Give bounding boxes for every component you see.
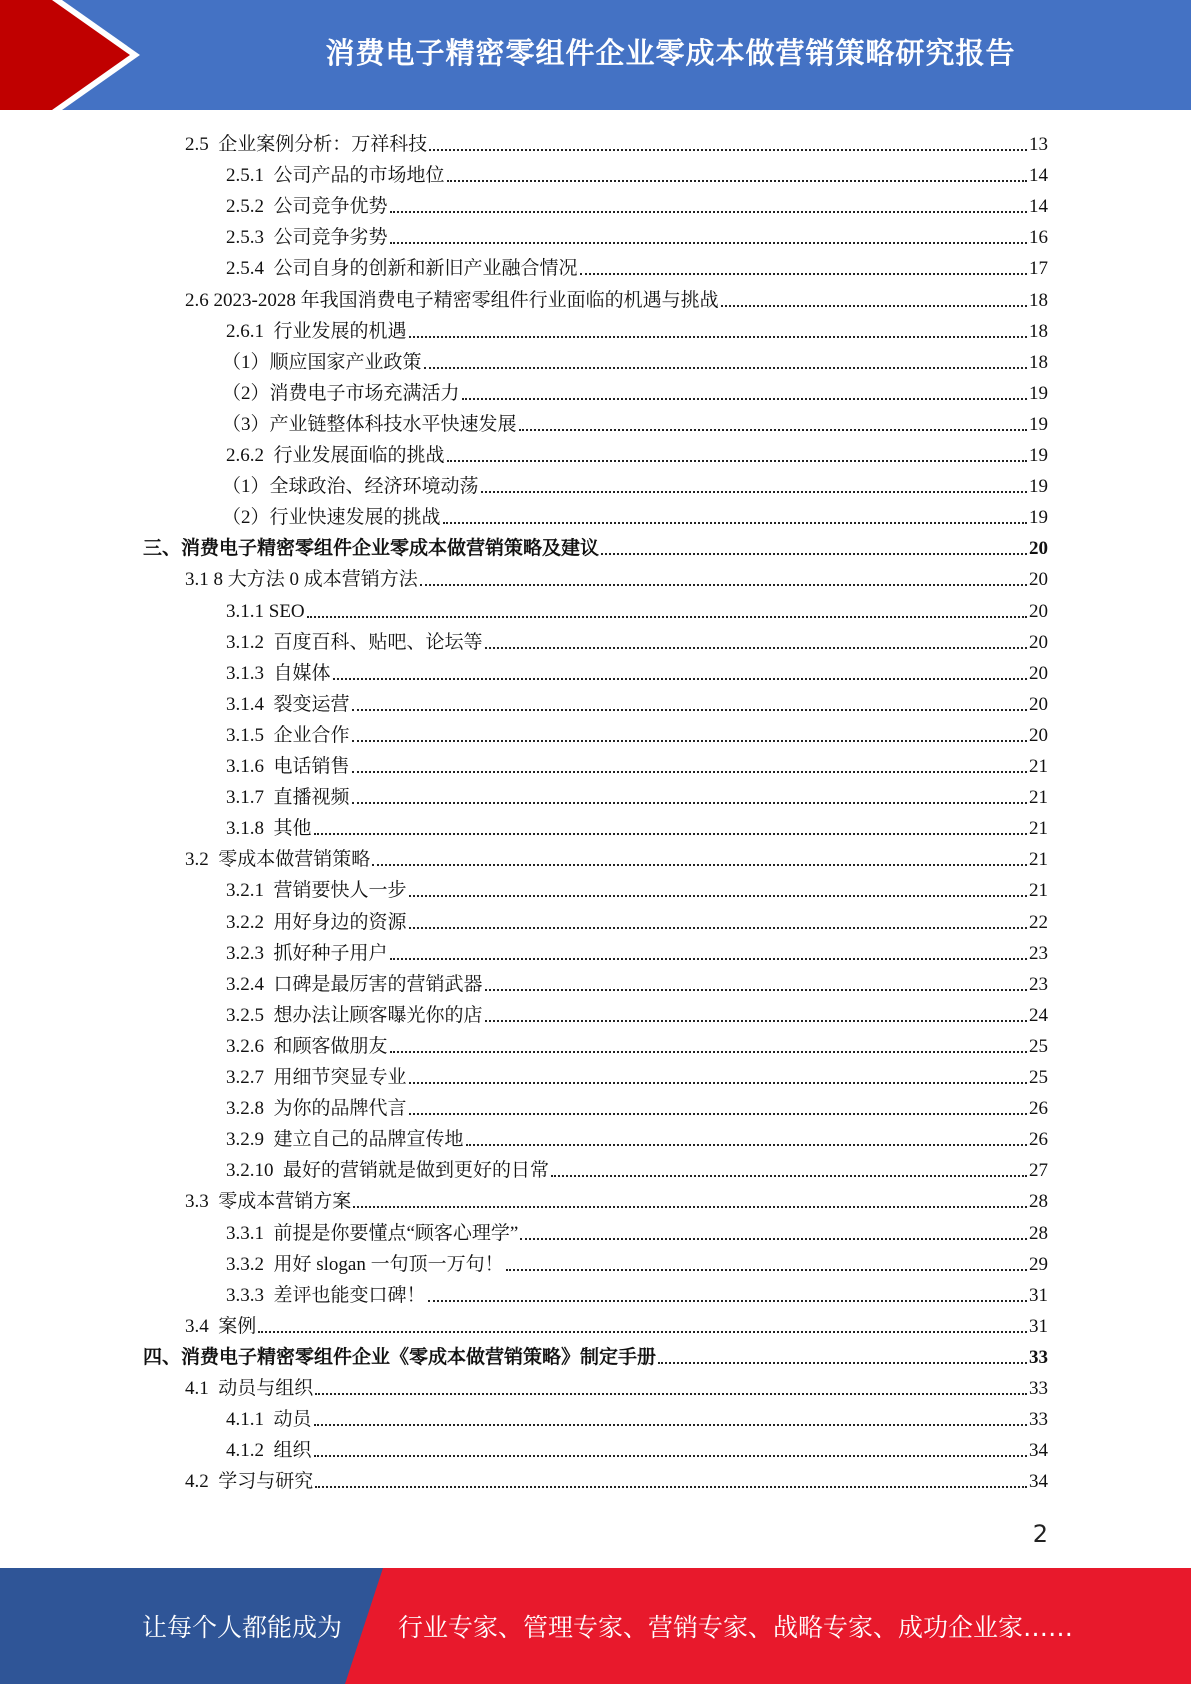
toc-entry-page: 19 bbox=[1029, 507, 1048, 529]
toc-leader-dots bbox=[314, 832, 1027, 835]
toc-entry[interactable] bbox=[222, 468, 1048, 499]
toc-leader-dots bbox=[506, 1268, 1027, 1271]
chevron-decoration-icon bbox=[0, 0, 160, 110]
toc-entry-label: 2.6.1 行业发展的机遇 bbox=[226, 320, 407, 342]
toc-leader-dots bbox=[390, 957, 1027, 960]
toc-leader-dots bbox=[409, 1081, 1027, 1084]
toc-entry-label: 4.2 学习与研究 bbox=[185, 1471, 314, 1493]
toc-entry-page: 25 bbox=[1029, 1035, 1048, 1057]
toc-entry-label: 3.1.7 直播视频 bbox=[226, 787, 350, 809]
toc-entry-page: 33 bbox=[1029, 1378, 1048, 1399]
toc-leader-dots bbox=[443, 521, 1027, 524]
toc-entry-label: 3.1.2 百度百科、贴吧、论坛等 bbox=[226, 631, 483, 653]
toc-entry-label: （2）消费电子市场充满活力 bbox=[222, 382, 460, 404]
toc-entry-label: 4.1 动员与组织 bbox=[185, 1378, 314, 1399]
toc-entry[interactable] bbox=[185, 1183, 1048, 1214]
toc-entry-label: 3.2 零成本做营销策略 bbox=[185, 849, 371, 871]
toc-entry[interactable] bbox=[226, 655, 1048, 686]
toc-entry[interactable] bbox=[226, 966, 1048, 997]
toc-leader-dots bbox=[429, 148, 1027, 151]
toc-entry-page: 18 bbox=[1029, 289, 1048, 311]
toc-entry-label: 2.5.3 公司竞争劣势 bbox=[226, 227, 388, 249]
toc-entry-label: 3.3 零成本营销方案 bbox=[185, 1191, 352, 1213]
toc-entry-label: 2.6 2023-2028 年我国消费电子精密零组件行业面临的机遇与挑战 bbox=[185, 289, 719, 311]
toc-entry-label: 3.3.2 用好 slogan 一句顶一万句！ bbox=[226, 1253, 504, 1275]
toc-leader-dots bbox=[352, 801, 1027, 804]
toc-entry-page: 29 bbox=[1029, 1253, 1048, 1275]
toc-entry-label: 3.2.8 为你的品牌代言 bbox=[226, 1098, 407, 1120]
toc-leader-dots bbox=[519, 428, 1027, 431]
page-footer bbox=[0, 1568, 1191, 1684]
toc-entry-label: （1）顺应国家产业政策 bbox=[222, 351, 422, 373]
toc-entry[interactable] bbox=[185, 282, 1048, 313]
toc-entry[interactable] bbox=[226, 717, 1048, 748]
toc-leader-dots bbox=[485, 988, 1027, 991]
toc-entry-label: 3.4 案例 bbox=[185, 1315, 257, 1337]
toc-leader-dots bbox=[315, 1485, 1027, 1488]
toc-entry-label: 三、消费电子精密零组件企业零成本做营销策略及建议 bbox=[143, 538, 600, 560]
toc-entry-page: 21 bbox=[1029, 787, 1048, 809]
toc-entry-page: 31 bbox=[1029, 1284, 1048, 1306]
toc-leader-dots bbox=[352, 739, 1027, 742]
toc-leader-dots bbox=[372, 863, 1027, 866]
toc-entry-page: 13 bbox=[1029, 134, 1048, 155]
toc-entry[interactable] bbox=[185, 1308, 1048, 1339]
toc-leader-dots bbox=[409, 335, 1027, 338]
toc-entry[interactable] bbox=[226, 313, 1048, 344]
toc-entry-page: 19 bbox=[1029, 476, 1048, 498]
toc-entry-label: 3.1.1 SEO bbox=[226, 600, 305, 622]
toc-leader-dots bbox=[485, 646, 1027, 649]
toc-entry-label: 2.5 企业案例分析：万祥科技 bbox=[185, 134, 428, 155]
toc-entry[interactable] bbox=[226, 904, 1048, 935]
toc-entry-page: 26 bbox=[1029, 1098, 1048, 1120]
toc-entry[interactable] bbox=[226, 1401, 1048, 1432]
page-number: 2 bbox=[1032, 1520, 1048, 1548]
toc-leader-dots bbox=[314, 1454, 1027, 1457]
toc-entry-page: 19 bbox=[1029, 413, 1048, 435]
toc-entry[interactable] bbox=[226, 779, 1048, 810]
toc-leader-dots bbox=[658, 1361, 1027, 1364]
toc-entry[interactable] bbox=[226, 1432, 1048, 1463]
toc-entry-page: 20 bbox=[1029, 631, 1048, 653]
toc-entry-page: 21 bbox=[1029, 756, 1048, 777]
toc-entry-label: 3.1.6 电话销售 bbox=[226, 756, 350, 777]
toc-entry-page: 31 bbox=[1029, 1315, 1048, 1337]
toc-entry-page: 23 bbox=[1029, 942, 1048, 964]
toc-entry[interactable] bbox=[226, 1277, 1048, 1308]
toc-entry-page: 18 bbox=[1029, 320, 1048, 342]
toc-leader-dots bbox=[333, 677, 1027, 680]
toc-leader-dots bbox=[447, 179, 1027, 182]
toc-entry[interactable] bbox=[226, 872, 1048, 903]
toc-entry-page: 20 bbox=[1029, 693, 1048, 715]
toc-entry-label: 4.1.1 动员 bbox=[226, 1409, 312, 1431]
toc-entry-label: （1）全球政治、经济环境动荡 bbox=[222, 476, 479, 498]
toc-entry-label: 4.1.2 组织 bbox=[226, 1440, 312, 1462]
toc-leader-dots bbox=[551, 1174, 1027, 1177]
toc-entry[interactable] bbox=[226, 1246, 1048, 1277]
toc-leader-dots bbox=[721, 304, 1027, 307]
toc-entry-page: 34 bbox=[1029, 1471, 1048, 1493]
toc-entry-label: 3.2.9 建立自己的品牌宣传地 bbox=[226, 1129, 464, 1151]
toc-entry[interactable] bbox=[226, 1152, 1048, 1183]
toc-leader-dots bbox=[601, 552, 1027, 555]
toc-leader-dots bbox=[307, 615, 1027, 618]
toc-entry-label: 2.5.2 公司竞争优势 bbox=[226, 196, 388, 218]
toc-entry-label: 3.2.6 和顾客做朋友 bbox=[226, 1035, 388, 1057]
toc-leader-dots bbox=[353, 1205, 1027, 1208]
toc-leader-dots bbox=[352, 708, 1027, 711]
toc-entry-page: 34 bbox=[1029, 1440, 1048, 1462]
toc-entry-page: 21 bbox=[1029, 880, 1048, 902]
toc-entry[interactable] bbox=[222, 499, 1048, 530]
toc-leader-dots bbox=[390, 241, 1027, 244]
toc-entry[interactable] bbox=[226, 624, 1048, 655]
toc-entry[interactable] bbox=[226, 219, 1048, 250]
report-title: 消费电子精密零组件企业零成本做营销策略研究报告 bbox=[325, 35, 1016, 70]
toc-entry[interactable] bbox=[226, 1215, 1048, 1246]
toc-entry-label: 3.2.10 最好的营销就是做到更好的日常 bbox=[226, 1160, 550, 1182]
toc-entry[interactable] bbox=[226, 1121, 1048, 1152]
toc-entry-page: 14 bbox=[1029, 196, 1048, 218]
toc-entry[interactable] bbox=[143, 1339, 1048, 1370]
toc-entry-label: 2.5.1 公司产品的市场地位 bbox=[226, 165, 445, 187]
toc-entry-page: 27 bbox=[1029, 1160, 1048, 1182]
footer-slogan-right: 行业专家、管理专家、营销专家、战略专家、成功企业家…… bbox=[398, 1613, 1074, 1642]
page-header bbox=[0, 0, 1191, 110]
toc-entry[interactable] bbox=[226, 157, 1048, 188]
toc-entry[interactable] bbox=[226, 593, 1048, 624]
toc-entry-page: 18 bbox=[1029, 351, 1048, 373]
toc-entry-label: 3.1.4 裂变运营 bbox=[226, 693, 350, 715]
toc-entry-page: 25 bbox=[1029, 1067, 1048, 1088]
toc-entry-page: 28 bbox=[1029, 1191, 1048, 1213]
toc-leader-dots bbox=[462, 397, 1027, 400]
toc-leader-dots bbox=[352, 770, 1027, 773]
toc-entry-page: 14 bbox=[1029, 165, 1048, 187]
toc-entry-page: 28 bbox=[1029, 1222, 1048, 1244]
toc-entry-label: 四、消费电子精密零组件企业《零成本做营销策略》制定手册 bbox=[143, 1346, 657, 1368]
toc-entry[interactable] bbox=[226, 686, 1048, 717]
toc-entry-page: 20 bbox=[1029, 662, 1048, 684]
toc-entry[interactable] bbox=[226, 437, 1048, 468]
toc-leader-dots bbox=[428, 1299, 1027, 1302]
toc-entry-label: 3.3.1 前提是你要懂点“顾客心理学” bbox=[226, 1222, 519, 1244]
toc-entry-label: （3）产业链整体科技水平快速发展 bbox=[222, 413, 517, 435]
toc-leader-dots bbox=[485, 1019, 1027, 1022]
toc-entry[interactable] bbox=[226, 1028, 1048, 1059]
toc-entry-page: 22 bbox=[1029, 911, 1048, 933]
toc-entry[interactable] bbox=[185, 841, 1048, 872]
toc-entry[interactable] bbox=[226, 810, 1048, 841]
toc-entry[interactable] bbox=[222, 344, 1048, 375]
toc-entry-page: 21 bbox=[1029, 849, 1048, 871]
toc-entry-page: 24 bbox=[1029, 1004, 1048, 1026]
toc-entry-label: 3.2.5 想办法让顾客曝光你的店 bbox=[226, 1004, 483, 1026]
toc-entry-page: 23 bbox=[1029, 973, 1048, 995]
toc-entry[interactable] bbox=[222, 406, 1048, 437]
toc-entry-label: 3.2.4 口碑是最厉害的营销武器 bbox=[226, 973, 483, 995]
toc-entry-page: 16 bbox=[1029, 227, 1048, 249]
toc-entry-page: 33 bbox=[1029, 1346, 1048, 1368]
toc-entry[interactable] bbox=[185, 126, 1048, 157]
toc-entry[interactable] bbox=[226, 250, 1048, 281]
toc-leader-dots bbox=[424, 366, 1027, 369]
toc-entry[interactable] bbox=[226, 1059, 1048, 1090]
toc-entry[interactable] bbox=[185, 1463, 1048, 1494]
toc-entry-label: （2）行业快速发展的挑战 bbox=[222, 507, 441, 529]
toc-leader-dots bbox=[420, 583, 1027, 586]
toc-entry[interactable] bbox=[226, 935, 1048, 966]
toc-entry-page: 19 bbox=[1029, 445, 1048, 466]
toc-leader-dots bbox=[315, 1392, 1027, 1395]
toc-entry[interactable] bbox=[226, 997, 1048, 1028]
toc-entry-label: 2.6.2 行业发展面临的挑战 bbox=[226, 445, 445, 466]
toc-entry[interactable] bbox=[226, 1090, 1048, 1121]
toc-leader-dots bbox=[258, 1330, 1027, 1333]
toc-entry-label: 3.1.5 企业合作 bbox=[226, 724, 350, 746]
toc-leader-dots bbox=[481, 490, 1027, 493]
toc-leader-dots bbox=[409, 894, 1027, 897]
toc-entry[interactable] bbox=[143, 530, 1048, 561]
toc-leader-dots bbox=[520, 1237, 1027, 1240]
toc-entry-label: 2.5.4 公司自身的创新和新旧产业融合情况 bbox=[226, 258, 578, 280]
toc-entry[interactable] bbox=[185, 561, 1048, 592]
toc-entry-label: 3.2.1 营销要快人一步 bbox=[226, 880, 407, 902]
toc-entry-label: 3.2.3 抓好种子用户 bbox=[226, 942, 388, 964]
toc-leader-dots bbox=[390, 210, 1027, 213]
toc-leader-dots bbox=[466, 1143, 1027, 1146]
toc-entry-page: 21 bbox=[1029, 818, 1048, 840]
toc-leader-dots bbox=[314, 1423, 1027, 1426]
toc-entry-page: 20 bbox=[1029, 600, 1048, 622]
toc-entry-page: 17 bbox=[1029, 258, 1048, 280]
toc-entry-label: 3.1 8 大方法 0 成本营销方法 bbox=[185, 569, 418, 591]
toc-entry[interactable] bbox=[226, 748, 1048, 779]
toc-leader-dots bbox=[409, 926, 1027, 929]
toc-entry[interactable] bbox=[222, 375, 1048, 406]
toc-leader-dots bbox=[390, 1050, 1027, 1053]
toc-entry[interactable] bbox=[185, 1370, 1048, 1401]
toc-entry-label: 3.2.7 用细节突显专业 bbox=[226, 1067, 407, 1088]
toc-entry-page: 33 bbox=[1029, 1409, 1048, 1431]
toc-entry[interactable] bbox=[226, 188, 1048, 219]
toc-entry-page: 20 bbox=[1029, 724, 1048, 746]
toc-leader-dots bbox=[409, 1112, 1027, 1115]
toc-entry-page: 26 bbox=[1029, 1129, 1048, 1151]
toc-entry-page: 19 bbox=[1029, 382, 1048, 404]
toc-entry-label: 3.3.3 差评也能变口碑！ bbox=[226, 1284, 426, 1306]
toc-leader-dots bbox=[580, 272, 1027, 275]
toc-entry-label: 3.1.8 其他 bbox=[226, 818, 312, 840]
toc-entry-label: 3.1.3 自媒体 bbox=[226, 662, 331, 684]
toc-leader-dots bbox=[447, 459, 1027, 462]
toc-entry-page: 20 bbox=[1029, 538, 1048, 560]
toc-entry-label: 3.2.2 用好身边的资源 bbox=[226, 911, 407, 933]
footer-slogan-left: 让每个人都能成为 bbox=[142, 1613, 343, 1642]
toc-entry-page: 20 bbox=[1029, 569, 1048, 591]
